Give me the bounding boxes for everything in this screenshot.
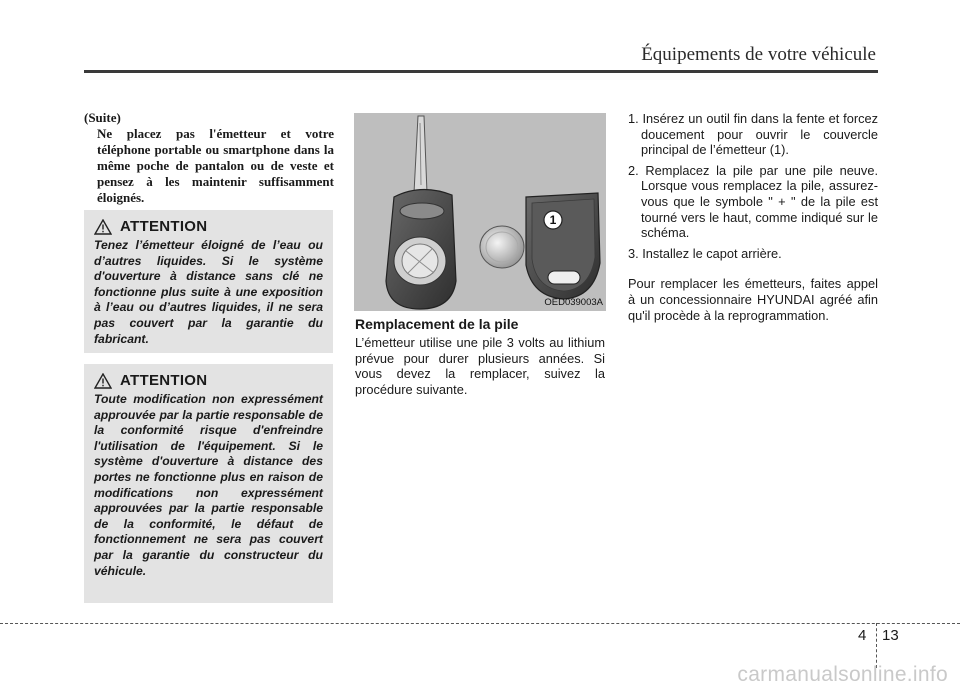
suite-label: (Suite) [84,110,121,125]
list-item: 3. Installez le capot arrière. [628,245,782,261]
section-text: L’émetteur utilise une pile 3 volts au lithium prévue pour durer plusieurs années. Si vous devez la remplacer, suivez la procédure suivante. [355,335,605,397]
suite-text: Ne placez pas l'émetteur et votre téléphone portable ou smartphone dans la même poche de pantalon ou de veste et pensez à les maintenir suffisamment éloignés. [97,126,334,205]
key-fob-illustration [354,113,606,311]
left-column [84,110,334,206]
procedure-steps [628,111,878,261]
list-item: 1. Insérez un outil fin dans la fente et forcez doucement pour ouvrir le couvercle principal de l’émetteur (1). [628,111,878,158]
footer-rule [0,623,960,624]
page-number: 13 [882,627,899,644]
warning-triangle-icon [94,373,112,389]
warning-box-modification [84,364,333,603]
warning-box-water [84,210,333,353]
chapter-number: 4 [858,627,867,644]
reprogramming-text: Pour remplacer les émetteurs, faites appel à un concessionnaire HYUNDAI agréé afin qu'il procède à la reprogrammation. [628,276,878,323]
watermark: carmanualsonline.info [737,663,948,686]
footer-separator [876,623,877,668]
page-header-title: Équipements de votre véhicule [641,44,876,65]
middle-column [355,316,605,397]
warning-title: ATTENTION [120,218,208,235]
section-title: Remplacement de la pile [355,316,519,332]
warning-text: Toute modification non expressément approuvée par la partie responsable de la conformité risque d'enfreindre l'utilisation de l'équipement. Si le système d'ouverture à distance des portes ne fonctionne plus en raison de modifications non expressément approuvées par la partie responsable de la conformité, le défaut de fonctionnement ne sera pas couvert par la garantie du constructeur du véhicule. [94,392,323,578]
callout-number: 1 [549,213,557,227]
warning-text: Tenez l’émetteur éloigné de l’eau ou d’autres liquides. Si le système d'ouverture à distance sans clé ne fonctionne plus suite à une exposition à l’eau ou d’autres liquides, il ne sera pas couvert par la garantie du fabricant. [94,238,323,346]
figure-label: OED039003A [544,297,603,308]
warning-title: ATTENTION [120,372,208,389]
right-column [628,111,878,323]
header-rule [84,70,878,73]
warning-triangle-icon [94,219,112,235]
key-fob-battery-figure [354,113,606,311]
list-item: 2. Remplacez la pile par une pile neuve. Lorsque vous remplacez la pile, assurez-vous que le symbole " + " de la pile est tourné vers le haut, comme indiqué sur le schéma. [628,162,878,241]
